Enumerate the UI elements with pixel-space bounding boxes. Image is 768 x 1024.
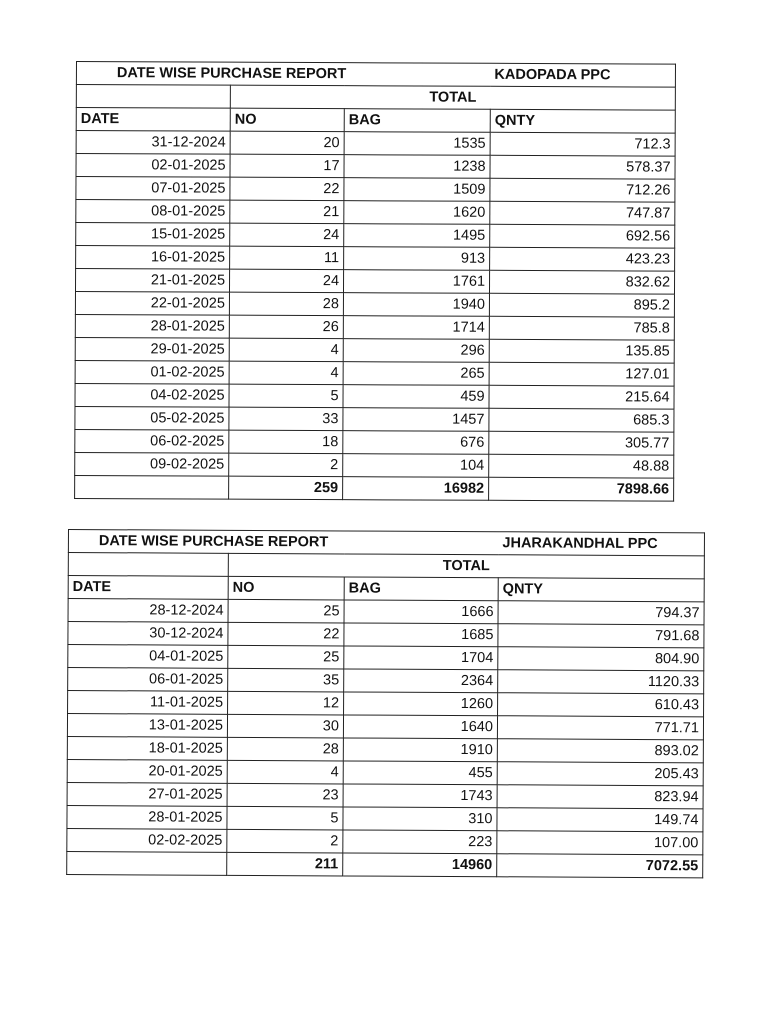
cell-date: 28-01-2025	[67, 805, 227, 829]
column-header-row	[68, 576, 704, 602]
cell-bag: 1640	[343, 715, 497, 739]
total-group-header: TOTAL	[230, 85, 675, 110]
group-header-row	[76, 85, 675, 111]
cell-qnty: 823.94	[497, 785, 703, 809]
table-row	[67, 714, 703, 740]
cell-qnty: 135.85	[489, 339, 674, 363]
table-row	[75, 269, 674, 295]
report-body	[76, 62, 675, 134]
cell-no: 26	[229, 315, 343, 338]
total-bag: 16982	[343, 477, 489, 501]
cell-bag: 1761	[343, 270, 489, 294]
table-row	[67, 828, 703, 854]
cell-bag: 1685	[344, 623, 498, 647]
cell-date: 05-02-2025	[75, 406, 229, 430]
cell-date: 06-01-2025	[68, 668, 228, 692]
cell-date: 16-01-2025	[76, 246, 230, 270]
cell-date: 31-12-2024	[76, 131, 230, 155]
cell-qnty: 895.2	[489, 293, 674, 317]
table-row	[67, 736, 703, 762]
blank-cell	[76, 85, 230, 109]
cell-qnty: 215.64	[489, 385, 674, 409]
table-row	[75, 429, 674, 455]
cell-date: 08-01-2025	[76, 200, 230, 224]
cell-date: 15-01-2025	[76, 223, 230, 247]
cell-date: 29-01-2025	[75, 337, 229, 361]
cell-no: 30	[227, 714, 343, 738]
cell-qnty: 610.43	[498, 693, 704, 717]
purchase-report-kadopada	[74, 61, 676, 502]
report-title-row	[68, 530, 704, 556]
cell-no: 2	[229, 453, 343, 476]
column-header-no: NO	[228, 576, 344, 600]
cell-date: 02-01-2025	[76, 154, 230, 178]
cell-bag: 459	[343, 385, 489, 409]
cell-qnty: 149.74	[497, 808, 703, 832]
column-header-bag: BAG	[344, 577, 498, 601]
cell-bag: 1238	[344, 155, 490, 179]
table-row	[76, 177, 675, 203]
totals-row	[67, 851, 703, 877]
cell-no: 25	[228, 645, 344, 669]
cell-qnty: 794.37	[498, 601, 704, 625]
cell-no: 35	[228, 668, 344, 692]
cell-no: 4	[227, 760, 343, 784]
column-header-date: DATE	[68, 576, 228, 600]
total-bag: 14960	[343, 853, 497, 877]
report-title-row	[76, 62, 675, 88]
cell-bag: 913	[344, 247, 490, 271]
cell-qnty: 48.88	[489, 454, 674, 478]
column-header-bag: BAG	[344, 109, 490, 133]
table-row	[76, 154, 675, 180]
table-row	[75, 383, 674, 409]
cell-date: 22-01-2025	[75, 292, 229, 316]
cell-date: 27-01-2025	[67, 782, 227, 806]
table-row	[76, 223, 675, 249]
totals-blank-cell	[75, 475, 229, 499]
cell-bag: 1910	[343, 738, 497, 762]
cell-bag: 223	[343, 830, 497, 854]
report-title: DATE WISE PURCHASE REPORT	[76, 62, 490, 87]
table-row	[76, 131, 675, 157]
cell-date: 20-01-2025	[67, 759, 227, 783]
cell-no: 28	[229, 292, 343, 315]
cell-bag: 1666	[344, 600, 498, 624]
cell-date: 04-01-2025	[68, 645, 228, 669]
cell-bag: 296	[343, 339, 489, 363]
branch-name: KADOPADA PPC	[490, 63, 675, 87]
table-row	[68, 622, 704, 648]
cell-qnty: 832.62	[489, 270, 674, 294]
branch-name: JHARAKANDHAL PPC	[498, 532, 704, 556]
total-qnty: 7072.55	[497, 854, 703, 878]
cell-qnty: 747.87	[490, 201, 675, 225]
cell-date: 09-02-2025	[75, 452, 229, 476]
cell-bag: 455	[343, 761, 497, 785]
total-no: 211	[227, 852, 343, 876]
table-row	[76, 246, 675, 272]
column-header-qnty: QNTY	[498, 578, 704, 602]
cell-no: 5	[229, 384, 343, 407]
cell-bag: 1714	[343, 316, 489, 340]
table-row	[68, 691, 704, 717]
report-rows	[75, 131, 675, 479]
cell-qnty: 785.8	[489, 316, 674, 340]
cell-no: 12	[228, 691, 344, 715]
cell-no: 23	[227, 783, 343, 807]
cell-qnty: 205.43	[497, 762, 703, 786]
cell-no: 22	[228, 622, 344, 646]
cell-date: 13-01-2025	[67, 714, 227, 738]
total-qnty: 7898.66	[489, 477, 674, 501]
column-header-qnty: QNTY	[490, 109, 675, 133]
cell-bag: 1509	[344, 178, 490, 202]
cell-no: 22	[230, 177, 344, 200]
cell-no: 5	[227, 806, 343, 830]
totals-blank-cell	[67, 851, 227, 875]
cell-qnty: 893.02	[497, 739, 703, 763]
cell-no: 18	[229, 430, 343, 453]
table-row	[76, 200, 675, 226]
table-row	[67, 805, 703, 831]
cell-no: 11	[230, 246, 344, 269]
cell-no: 2	[227, 829, 343, 853]
cell-date: 28-01-2025	[75, 314, 229, 338]
report-rows	[67, 599, 704, 855]
table-row	[75, 452, 674, 478]
cell-bag: 2364	[344, 669, 498, 693]
blank-cell	[68, 553, 228, 577]
cell-qnty: 423.23	[490, 247, 675, 271]
totals-row	[75, 475, 674, 501]
report-title: DATE WISE PURCHASE REPORT	[68, 530, 498, 555]
cell-no: 21	[230, 200, 344, 223]
table-row	[75, 360, 674, 386]
cell-no: 28	[227, 737, 343, 761]
cell-qnty: 305.77	[489, 431, 674, 455]
cell-date: 18-01-2025	[67, 736, 227, 760]
cell-qnty: 771.71	[497, 716, 703, 740]
cell-qnty: 804.90	[498, 647, 704, 671]
cell-no: 17	[230, 154, 344, 177]
cell-bag: 265	[343, 362, 489, 386]
cell-bag: 1743	[343, 784, 497, 808]
cell-qnty: 692.56	[490, 224, 675, 248]
cell-date: 21-01-2025	[75, 269, 229, 293]
cell-qnty: 127.01	[489, 362, 674, 386]
cell-date: 02-02-2025	[67, 828, 227, 852]
cell-no: 24	[230, 223, 344, 246]
report-footer	[67, 851, 703, 877]
cell-date: 28-12-2024	[68, 599, 228, 623]
cell-no: 20	[230, 131, 344, 154]
cell-date: 04-02-2025	[75, 383, 229, 407]
cell-bag: 1704	[344, 646, 498, 670]
purchase-report-jharakandhal	[66, 529, 705, 878]
table-row	[75, 337, 674, 363]
table-row	[67, 782, 703, 808]
total-group-header: TOTAL	[228, 553, 704, 578]
cell-date: 30-12-2024	[68, 622, 228, 646]
cell-date: 11-01-2025	[68, 691, 228, 715]
cell-bag: 1940	[343, 293, 489, 317]
table-row	[75, 314, 674, 340]
cell-no: 33	[229, 407, 343, 430]
total-no: 259	[229, 476, 343, 499]
cell-qnty: 712.26	[490, 178, 675, 202]
table-row	[68, 599, 704, 625]
cell-no: 24	[229, 269, 343, 292]
cell-qnty: 712.3	[490, 132, 675, 156]
group-header-row	[68, 553, 704, 579]
cell-bag: 1495	[344, 224, 490, 248]
cell-bag: 1535	[344, 132, 490, 156]
cell-bag: 104	[343, 454, 489, 478]
cell-bag: 310	[343, 807, 497, 831]
cell-date: 01-02-2025	[75, 360, 229, 384]
column-header-row	[76, 108, 675, 134]
cell-qnty: 578.37	[490, 155, 675, 179]
cell-bag: 1260	[344, 692, 498, 716]
cell-date: 06-02-2025	[75, 429, 229, 453]
table-row	[68, 668, 704, 694]
cell-bag: 676	[343, 431, 489, 455]
cell-no: 25	[228, 599, 344, 623]
cell-bag: 1457	[343, 408, 489, 432]
cell-qnty: 107.00	[497, 831, 703, 855]
cell-date: 07-01-2025	[76, 177, 230, 201]
report-footer	[75, 475, 674, 501]
cell-no: 4	[229, 361, 343, 384]
report-body	[68, 530, 704, 602]
cell-no: 4	[229, 338, 343, 361]
column-header-date: DATE	[76, 108, 230, 132]
cell-qnty: 685.3	[489, 408, 674, 432]
table-row	[75, 292, 674, 318]
table-row	[67, 759, 703, 785]
cell-qnty: 791.68	[498, 624, 704, 648]
cell-bag: 1620	[344, 201, 490, 225]
column-header-no: NO	[230, 108, 344, 131]
cell-qnty: 1120.33	[498, 670, 704, 694]
table-row	[68, 645, 704, 671]
table-row	[75, 406, 674, 432]
